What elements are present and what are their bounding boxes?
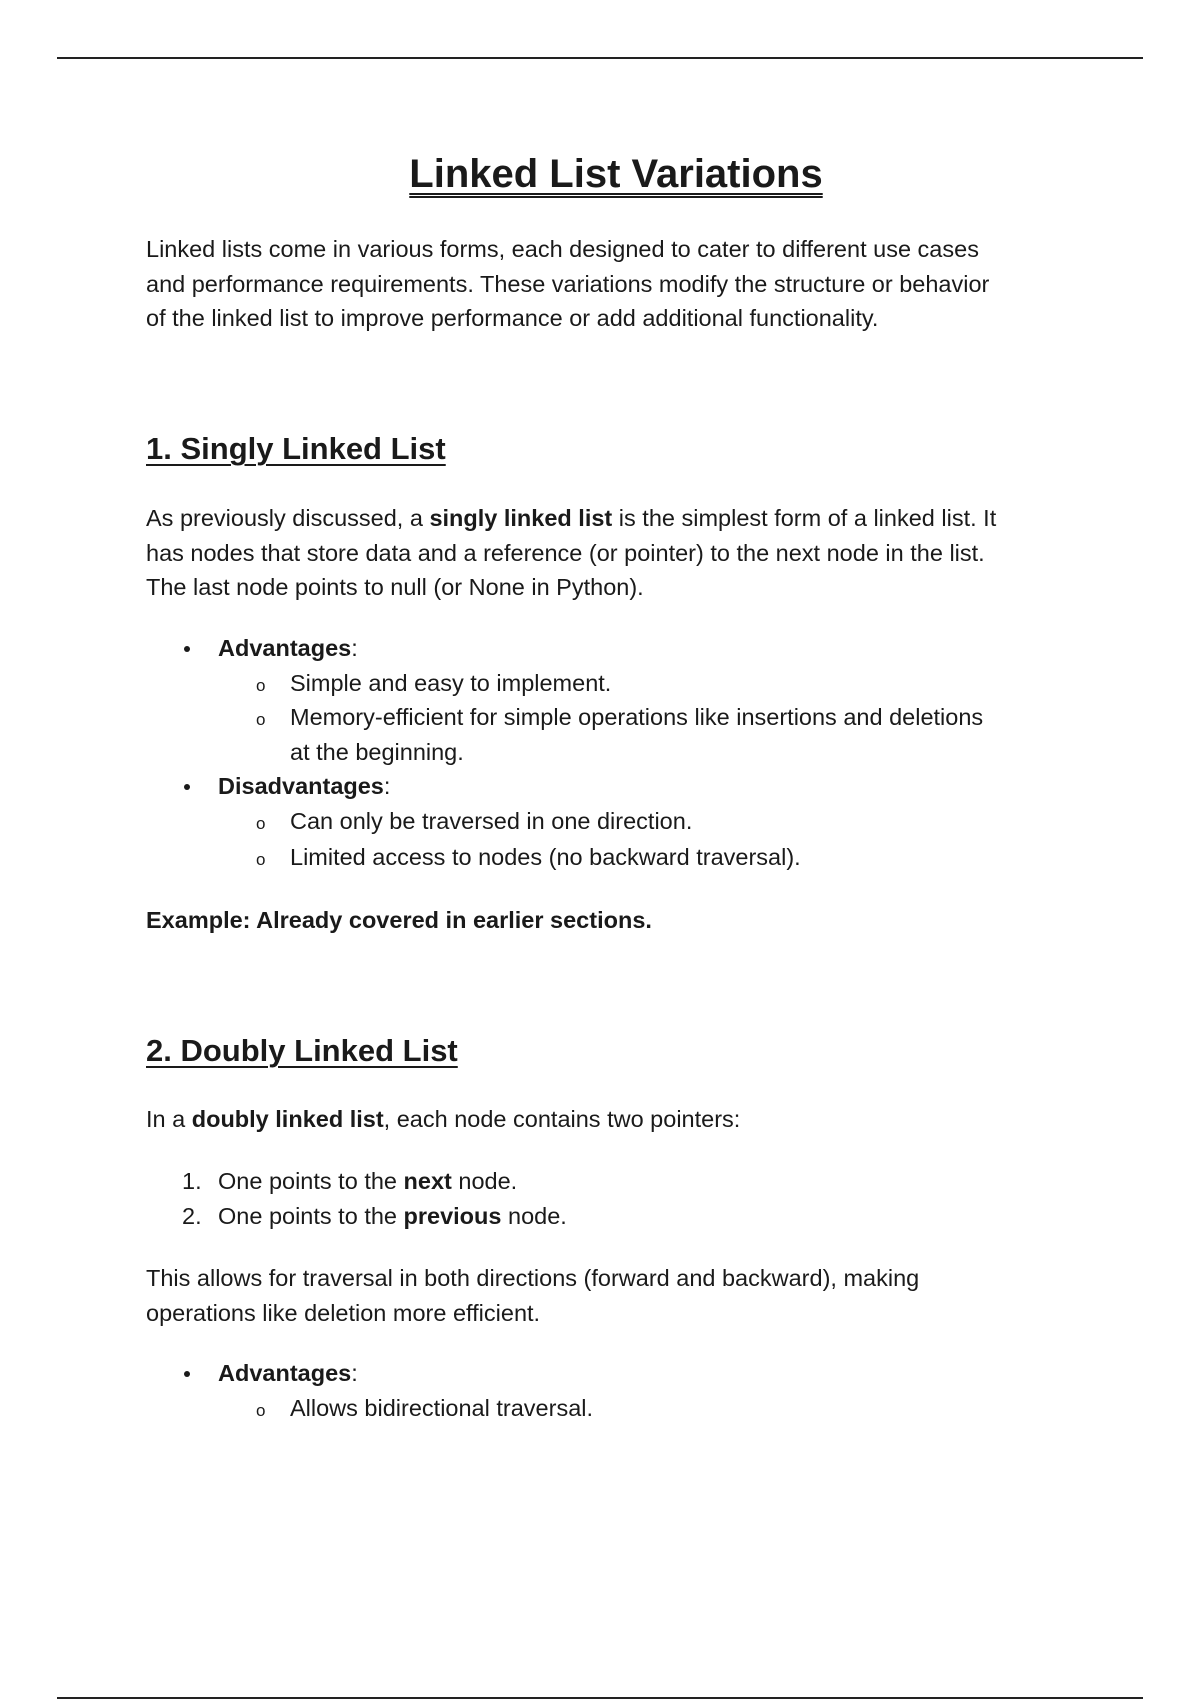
bullet-circle-icon: o [256, 814, 266, 833]
singly-example: Example: Already covered in earlier sections. [146, 907, 652, 933]
document-title: Linked List Variations [409, 152, 823, 196]
doubly-traversal-paragraph: This allows for traversal in both directions (forward and backward), making operations like deletion more efficient. [146, 1265, 920, 1326]
intro-paragraph: Linked lists come in various forms, each designed to cater to different use cases and performance requirements. These variations modify the structure or behavior of the linked list to improve performance or add additional functionality. [146, 236, 990, 331]
top-page-rule [57, 57, 1143, 59]
doubly-description: In a doubly linked list, each node contains two pointers: [146, 1106, 741, 1132]
bullet-disc-icon [184, 646, 190, 652]
bottom-page-rule [57, 1697, 1143, 1699]
bullet-circle-icon: o [256, 710, 266, 729]
bullet-disc-icon [184, 784, 190, 790]
bullet-disc-icon [184, 1371, 190, 1377]
bullet-circle-icon: o [256, 1401, 266, 1420]
section-heading-doubly: 2. Doubly Linked List [146, 1033, 458, 1068]
section-heading-singly: 1. Singly Linked List [146, 431, 446, 466]
bullet-circle-icon: o [256, 850, 266, 869]
singly-description: As previously discussed, a singly linked list is the simplest form of a linked list. It has nodes that store data and a reference (or pointer) to the next node in the list. The last node points to null (or None in Python). [146, 505, 997, 600]
bullet-circle-icon: o [256, 676, 266, 695]
